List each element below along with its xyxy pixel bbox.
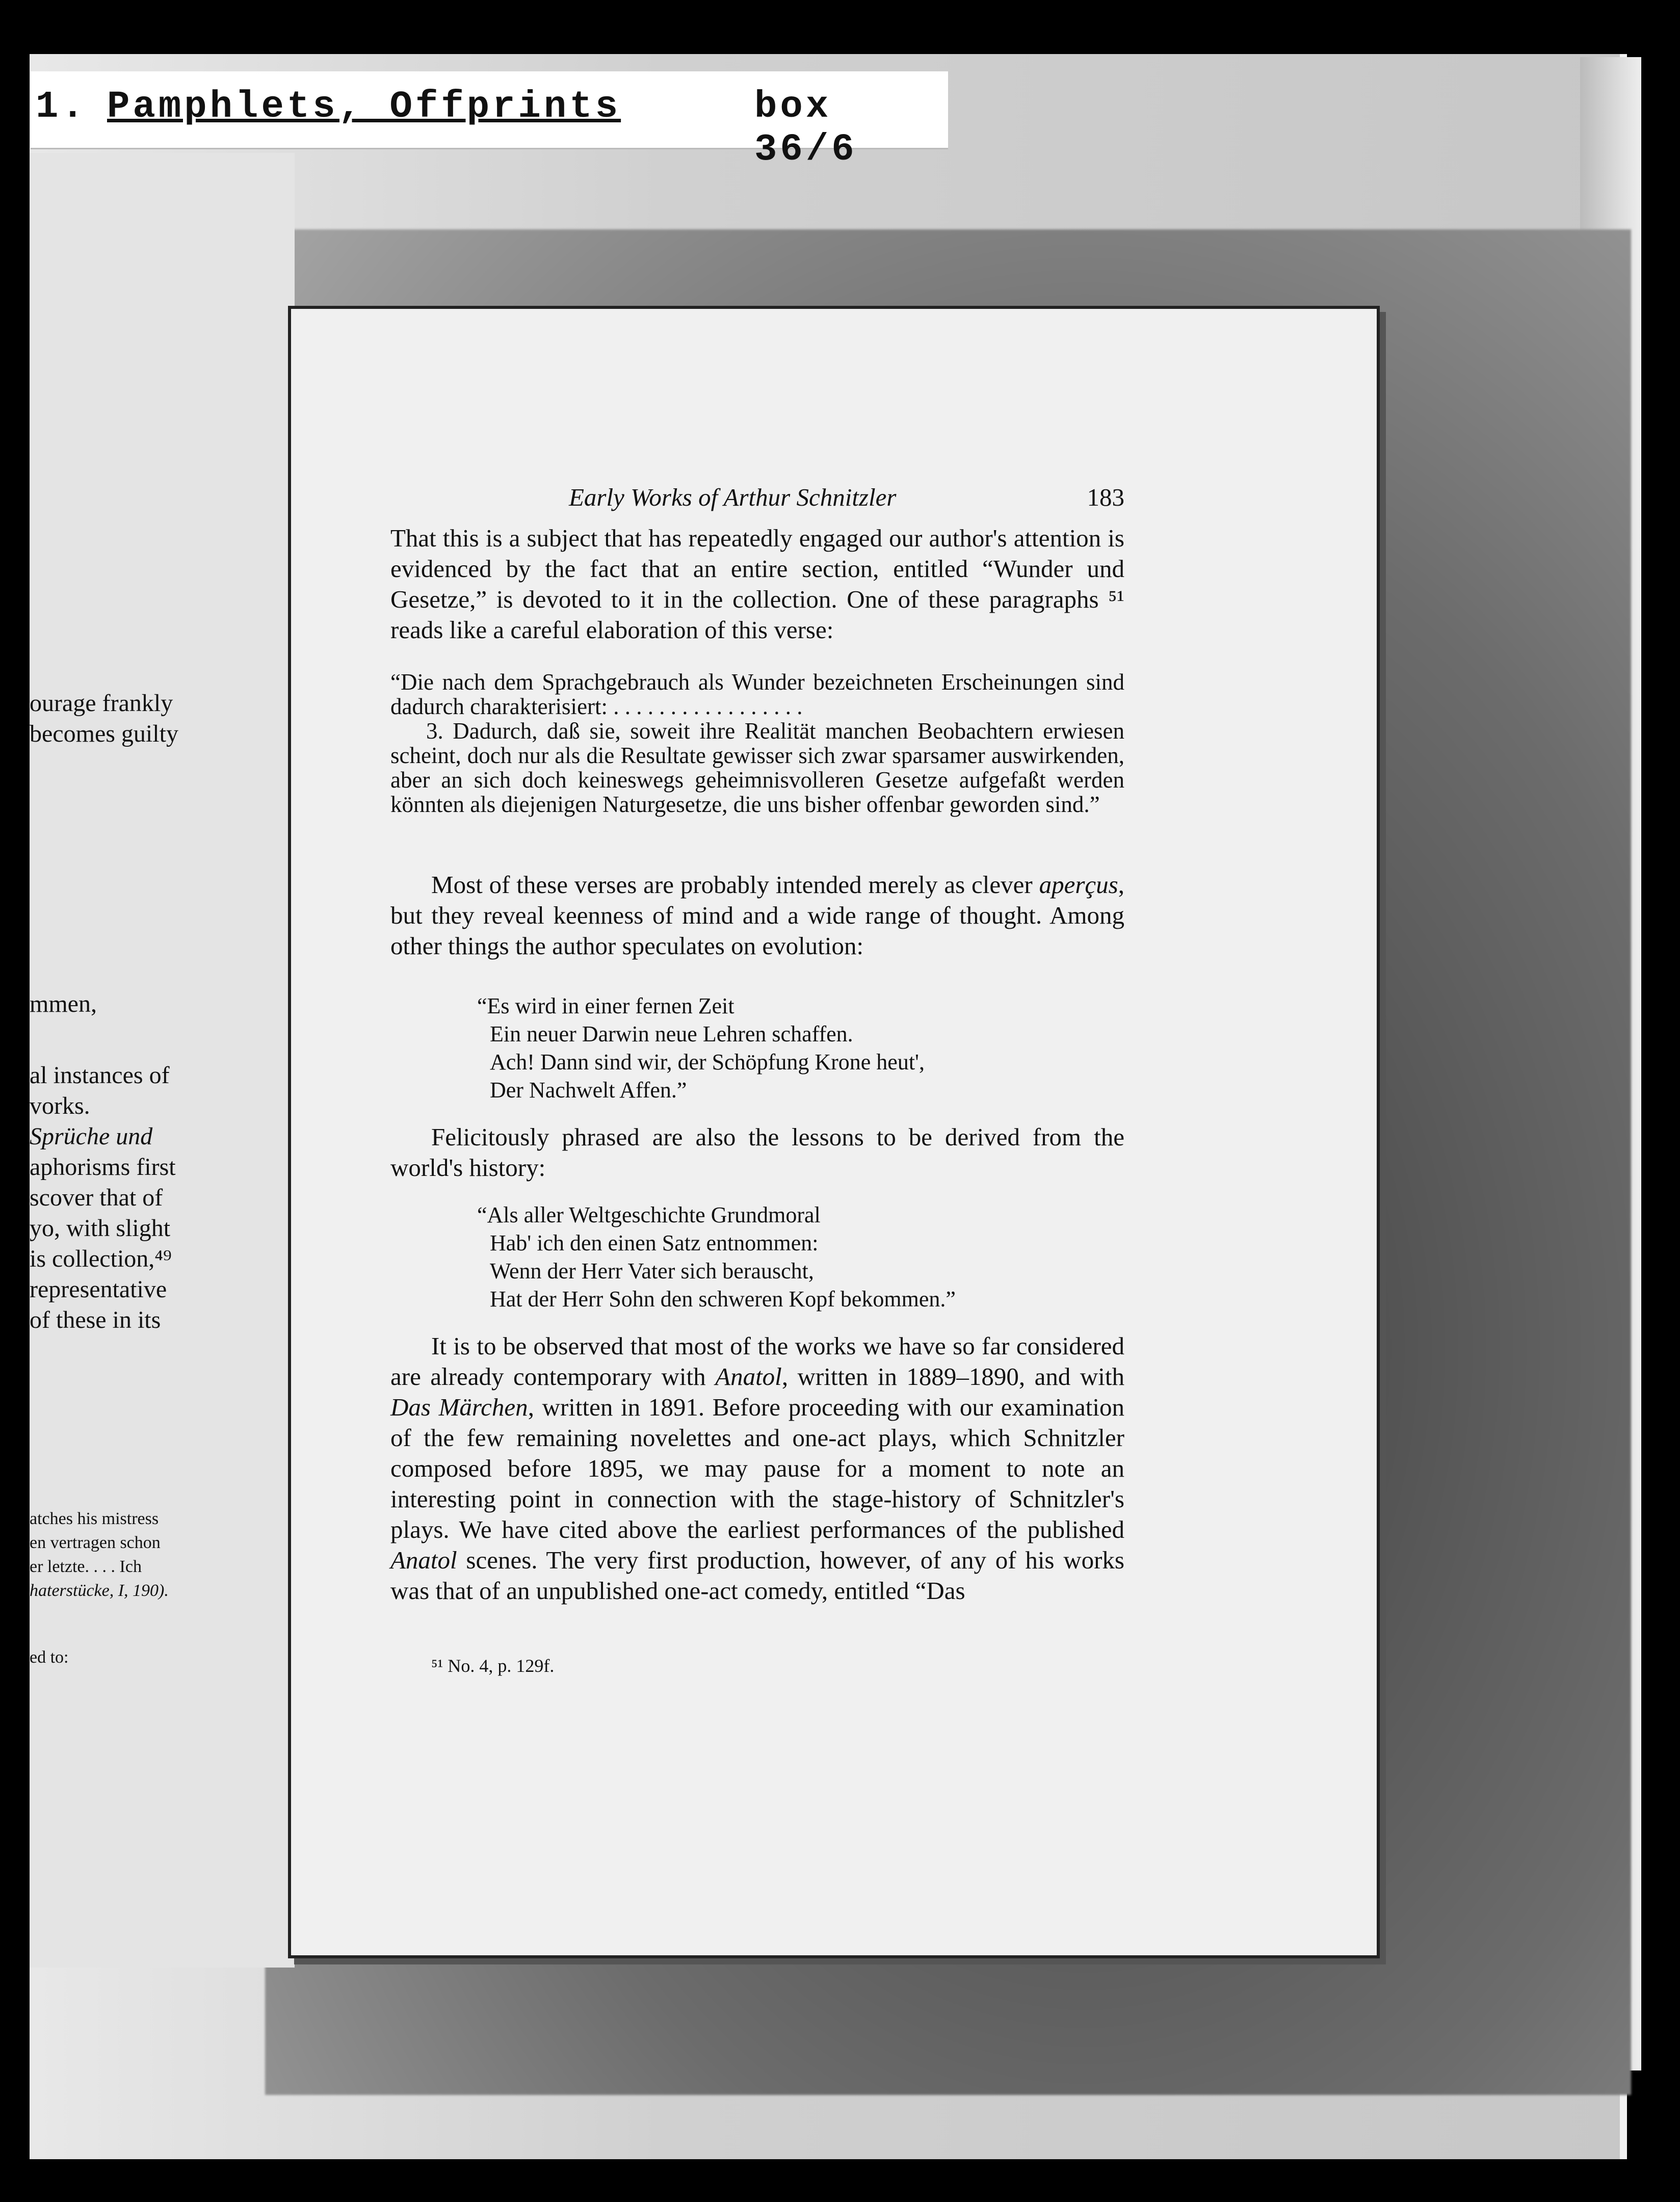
under-footnote: er letzte. . . . Ich [30,1557,142,1576]
label-number: 1. [36,86,87,128]
paragraph-3: Felicitously phrased are also the lessons to be derived from the world's history: [390,1123,1124,1182]
under-footnote: ed to: [30,1648,69,1667]
work-title-maerchen: Das Märchen [390,1393,528,1421]
paragraph-4-d: scenes. The very first production, however, of any of his works was that of an unpublished one-act comedy, entitled “Das [390,1546,1124,1605]
paragraph-4-c: , written in 1891. Before proceeding with our examination of the few remaining novelettes and one-act plays, which Schnitzler composed before 1895, we may pause for a moment to note an interesting point in connection with the stage-history of Schnitzler's plays. We have cited above the earliest performances of the published [390,1393,1124,1543]
label-series: Pamphlets, Offprints [107,86,621,128]
paragraph-2-b: , but they reveal keenness of mind and a wide range of thought. Among other things the author speculates on evolution: [390,871,1124,960]
paragraph-4 [390,1331,1124,1606]
verse-line: Ach! Dann sind wir, der Schöpfung Krone heut', [490,1050,925,1074]
under-line: al instances of [30,1062,170,1089]
offprint-page [288,306,1380,1958]
under-line: vorks. [30,1092,90,1119]
running-head [390,482,1124,513]
paragraph-2-italic: aperçus [1039,871,1118,899]
under-footnote: atches his mistress [30,1509,159,1528]
under-line: yo, with slight [30,1215,171,1242]
under-line: scover that of [30,1184,163,1211]
paragraph-2 [390,870,1124,961]
verse-line: Hab' ich den einen Satz entnommen: [490,1230,819,1255]
work-title-anatol-2: Anatol [390,1546,457,1574]
page-number: 183 [1087,483,1124,511]
paragraph-4-a: It is to be observed that most of the works we have so far considered are already contemporary with [390,1332,1124,1391]
archive-label [31,71,948,171]
underlying-page [30,153,295,1968]
work-title-anatol: Anatol [715,1362,782,1391]
verse-line: Der Nachwelt Affen.” [490,1078,687,1103]
verse-line: “Als aller Weltgeschichte Grundmoral [477,1202,821,1227]
running-head-title: Early Works of Arthur Schnitzler [569,483,897,511]
verse-line: Hat der Herr Sohn den schweren Kopf bekommen.” [490,1287,956,1312]
verse-line: “Es wird in einer fernen Zeit [477,993,734,1018]
under-line: representative [30,1276,167,1303]
paragraph-1: That this is a subject that has repeatedly engaged our author's attention is evidenced by the fact that an entire section, entitled “Wunder und Gesetze,” is devoted to it in the collection. One of these paragraphs ⁵¹ reads like a careful elaboration of this verse: [390,524,1124,644]
prose-quote-body: 3. Dadurch, daß sie, soweit ihre Realität manchen Beobachtern erwiesen scheint, doch nur als die Resultate gewisser sich zwar sparsamer auswirkenden, aber an sich doch keineswegs geheimnisvolleren Gesetze aufgefaßt werden könnten als diejenigen Naturgesetze, die uns bisher offenbar geworden sind.” [390,718,1124,817]
under-line: of these in its [30,1306,161,1333]
verse-line: Ein neuer Darwin neue Lehren schaffen. [490,1021,853,1046]
under-footnote: haterstücke, I, 190). [30,1581,169,1600]
paragraph-2-a: Most of these verses are probably intended merely as clever [431,871,1039,899]
under-line: ourage frankly [30,690,173,717]
under-line: aphorisms first [30,1154,176,1181]
paragraph-4-b: , written in 1889–1890, and with [781,1362,1124,1391]
label-box: box 36/6 [754,86,857,171]
under-line: is collection,⁴⁹ [30,1245,172,1272]
under-line: mmen, [30,990,97,1017]
under-line: Sprüche und [30,1123,153,1150]
under-line: becomes guilty [30,720,178,747]
under-footnote: en vertragen schon [30,1533,161,1552]
verse-line: Wenn der Herr Vater sich berauscht, [490,1259,814,1283]
footnote: ⁵¹ No. 4, p. 129f. [431,1656,555,1676]
prose-quote-intro: “Die nach dem Sprachgebrauch als Wunder bezeichneten Erscheinungen sind dadurch charakterisiert: . . . . . . . . . . . . . . . . . [390,669,1124,719]
